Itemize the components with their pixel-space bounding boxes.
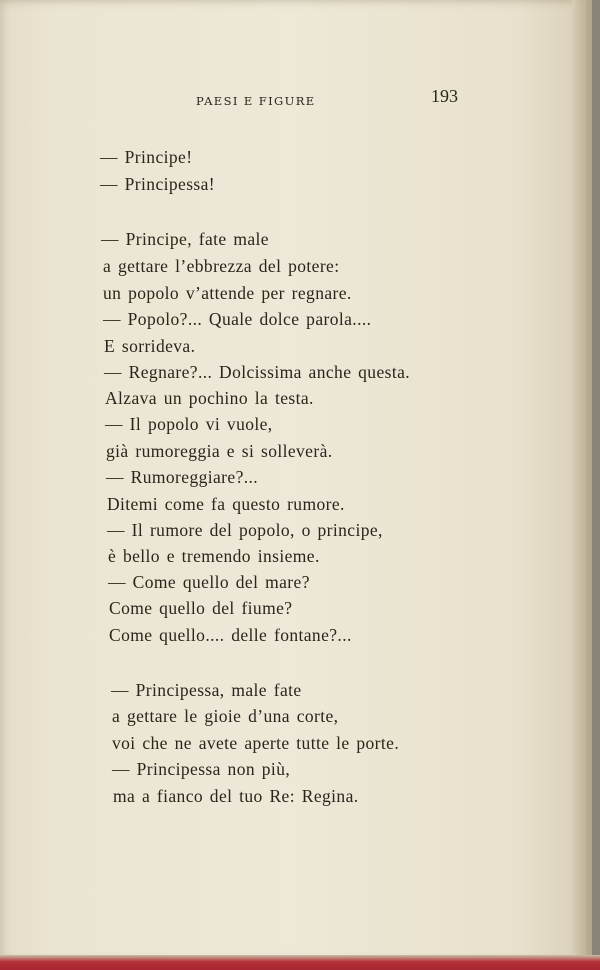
- poem-line: un popolo v’attende per regnare.: [103, 283, 352, 303]
- poem-line: è bello e tremendo insieme.: [108, 546, 320, 566]
- poem-line: — Principe, fate male: [101, 229, 269, 249]
- poem-line: — Principessa, male fate: [111, 680, 302, 700]
- page-number: 193: [431, 86, 458, 106]
- poem-line: a gettare l’ebbrezza del potere:: [103, 256, 340, 276]
- poem-line: — Popolo?... Quale dolce parola....: [103, 309, 372, 329]
- poem-line: Ditemi come fa questo rumore.: [107, 494, 345, 514]
- poem-line: — Regnare?... Dolcissima anche questa.: [104, 362, 411, 382]
- poem-line: già rumoreggia e si solleverà.: [106, 441, 333, 461]
- poem-line: ma a fianco del tuo Re: Regina.: [113, 786, 359, 806]
- poem-line: — Principessa!: [100, 174, 216, 194]
- poem-line: — Il rumore del popolo, o principe,: [107, 520, 383, 540]
- poem-line: — Principessa non più,: [112, 759, 291, 779]
- poem-line: voi che ne avete aperte tutte le porte.: [112, 733, 400, 753]
- page-edge: [572, 0, 592, 962]
- poem-line: — Rumoreggiare?...: [106, 467, 259, 487]
- poem-line: Alzava un pochino la testa.: [105, 388, 314, 408]
- book-cover-edge: [0, 955, 600, 970]
- poem-line: — Il popolo vi vuole,: [105, 414, 273, 434]
- running-head: PAESI E FIGURE: [196, 94, 316, 108]
- poem-line: a gettare le gioie d’una corte,: [112, 706, 339, 726]
- poem-line: Come quello.... delle fontane?...: [109, 625, 352, 645]
- poem-line: — Principe!: [100, 147, 193, 167]
- poem-line: E sorrideva.: [104, 336, 196, 356]
- poem-line: — Come quello del mare?: [108, 572, 310, 592]
- poem-line: Come quello del fiume?: [109, 598, 293, 618]
